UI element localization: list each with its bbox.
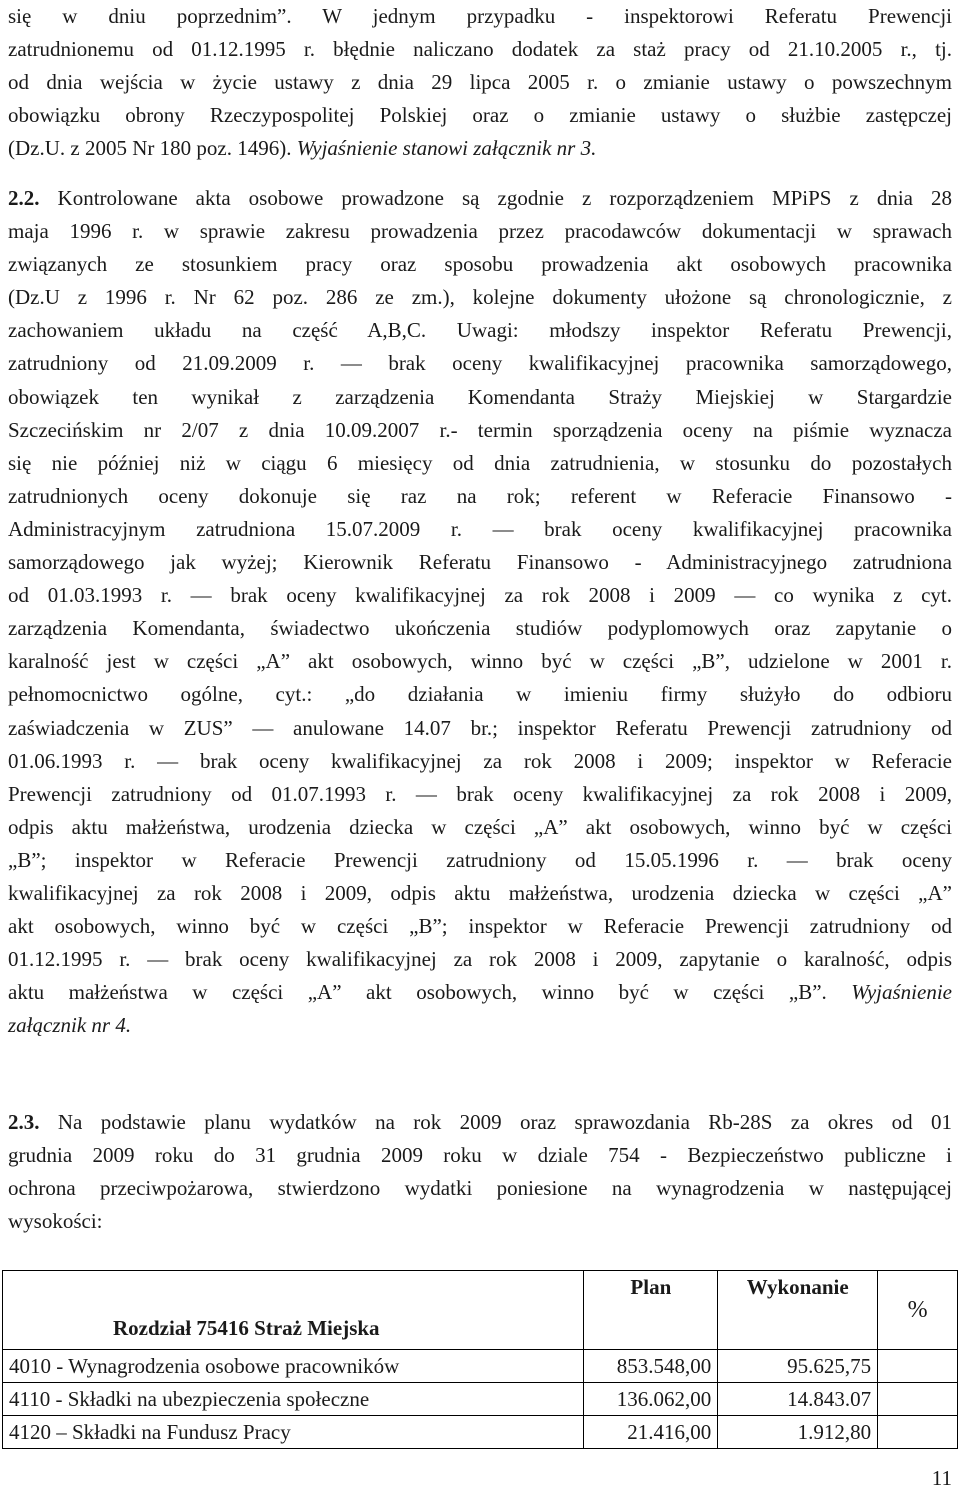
text-line: maja 1996 r. w sprawie zakresu prowadzenia przez pracodawców dokumentacji w sprawach — [8, 219, 952, 244]
text-line — [8, 1009, 952, 1042]
cell-execution: 95.625,75 — [718, 1350, 878, 1383]
text-line: od dnia wejścia w życie ustawy z dnia 29 lipca 2005 r. o zmianie ustawy o powszechnym — [8, 70, 952, 95]
cell-execution: 1.912,80 — [718, 1416, 878, 1449]
text-segment: aktu małżeństwa w części „A” akt osobowych, winno być w części „B”. — [8, 980, 827, 1005]
expenditure-table — [2, 1270, 958, 1449]
attachment-note: Wyjaśnienie stanowi załącznik nr 3. — [296, 136, 597, 161]
table-row — [3, 1416, 958, 1449]
section-heading-line — [8, 1106, 952, 1139]
text-line: się w dniu poprzednim”. W jednym przypadku - inspektorowi Referatu Prewencji — [8, 4, 952, 28]
text-line: zatrudnionych oceny dokonuje się raz na rok; referent w Referacie Finansowo - — [8, 483, 952, 508]
cell-name: 4110 - Składki na ubezpieczenia społeczne — [3, 1383, 584, 1416]
explanation-note: Wyjaśnienie — [851, 980, 952, 1005]
text-line: kwalifikacyjnej za rok 2008 i 2009, odpis aktu małżeństwa, urodzenia dziecka w części „A” — [8, 880, 952, 905]
text-line: (Dz.U z 1996 r. Nr 62 poz. 286 ze zm.), kolejne dokumenty ułożone są chronologicznie, z — [8, 285, 952, 310]
text-line: się nie później niż w ciągu 6 miesięcy od dnia zatrudnienia, w stosunku do pozostałych — [8, 450, 952, 475]
paragraph-continuation — [8, 0, 952, 165]
text-line — [8, 976, 952, 1009]
text-line: 01.06.1993 r. — brak oceny kwalifikacyjnej za rok 2008 i 2009; inspektor w Referacie — [8, 748, 952, 773]
text-line: odpis aktu małżeństwa, urodzenia dziecka w części „A” akt osobowych, winno być w części — [8, 814, 952, 839]
column-header-percent: % — [878, 1271, 958, 1350]
column-header-chapter: Rozdział 75416 Straż Miejska — [3, 1271, 584, 1350]
table-row — [3, 1383, 958, 1416]
page-number: 11 — [931, 1466, 952, 1490]
column-header-execution: Wykonanie — [718, 1271, 878, 1350]
cell-percent — [878, 1383, 958, 1416]
cell-percent — [878, 1416, 958, 1449]
cell-name: 4010 - Wynagrodzenia osobowe pracowników — [3, 1350, 584, 1383]
text-line: zarządzenia Komendanta, świadectwo ukończenia studiów podyplomowych oraz zapytanie o — [8, 616, 952, 641]
cell-execution: 14.843.07 — [718, 1383, 878, 1416]
text-line: obowiązku obrony Rzeczypospolitej Polskiej oraz o zmianie ustawy o służbie zastępczej — [8, 103, 952, 128]
cell-plan: 21.416,00 — [584, 1416, 718, 1449]
section-number: 2.3. — [8, 1110, 40, 1134]
text-line: „B”; inspektor w Referacie Prewencji zatrudniony od 15.05.1996 r. — brak oceny — [8, 847, 952, 872]
text-line: od 01.03.1993 r. — brak oceny kwalifikacyjnej za rok 2008 i 2009 — co wynika z cyt. — [8, 583, 952, 608]
table-row — [3, 1350, 958, 1383]
text-line — [8, 132, 952, 165]
citation-text: (Dz.U. z 2005 Nr 180 poz. 1496). — [8, 136, 292, 161]
text-line: ochrona przeciwpożarowa, stwierdzono wydatki poniesione na wynagrodzenia w następującej — [8, 1176, 952, 1201]
text-line: zaświadczenia w ZUS” — anulowane 14.07 br.; inspektor Referatu Prewencji zatrudniony od — [8, 715, 952, 740]
text-line: zatrudniony od 21.09.2009 r. — brak oceny kwalifikacyjnej pracownika samorządowego, — [8, 351, 952, 376]
text-line: pełnomocnictwo ogólne, cyt.: „do działania w imieniu firmy służyło do odbioru — [8, 682, 952, 707]
text-line: Szczecińskim nr 2/07 z dnia 10.09.2007 r.- termin sporządzenia oceny na piśmie wyznacza — [8, 417, 952, 442]
section-2-2 — [8, 182, 952, 1042]
text-line: 01.12.1995 r. — brak oceny kwalifikacyjnej za rok 2008 i 2009, zapytanie o karalność, odpis — [8, 947, 952, 972]
column-header-plan: Plan — [584, 1271, 718, 1350]
text-line: Prewencji zatrudniony od 01.07.1993 r. — brak oceny kwalifikacyjnej za rok 2008 i 2009, — [8, 781, 952, 806]
text-line: samorządowego jak wyżej; Kierownik Referatu Finansowo - Administracyjnego zatrudniona — [8, 550, 952, 575]
section-number: 2.2. — [8, 186, 40, 210]
section-heading-line — [8, 182, 952, 215]
text-line: zachowaniem układu na część A,B,C. Uwagi: młodszy inspektor Referatu Prewencji, — [8, 318, 952, 343]
section-lead-text: Kontrolowane akta osobowe prowadzone są zgodnie z rozporządzeniem MPiPS z dnia 28 — [57, 186, 953, 210]
section-2-3 — [8, 1106, 952, 1238]
cell-percent — [878, 1350, 958, 1383]
table-header-row — [3, 1271, 958, 1350]
section-lead-text: Na podstawie planu wydatków na rok 2009 oraz sprawozdania Rb-28S za okres od 01 — [57, 1110, 952, 1134]
text-line: akt osobowych, winno być w części „B”; inspektor w Referacie Prewencji zatrudniony od — [8, 914, 952, 939]
cell-name: 4120 – Składki na Fundusz Pracy — [3, 1416, 584, 1449]
cell-plan: 853.548,00 — [584, 1350, 718, 1383]
text-line: wysokości: — [8, 1209, 103, 1234]
attachment-note: załącznik nr 4. — [8, 1013, 132, 1038]
text-line: obowiązek ten wynikał z zarządzenia Komendanta Straży Miejskiej w Stargardzie — [8, 384, 952, 409]
text-line: karalność jest w części „A” akt osobowych, winno być w części „B”, udzielone w 2001 r. — [8, 649, 952, 674]
text-line: Administracyjnym zatrudniona 15.07.2009 r. — brak oceny kwalifikacyjnej pracownika — [8, 516, 952, 541]
cell-plan: 136.062,00 — [584, 1383, 718, 1416]
text-line: zatrudnionemu od 01.12.1995 r. błędnie naliczano dodatek za staż pracy od 21.10.2005 r., tj. — [8, 37, 952, 62]
text-line: grudnia 2009 roku do 31 grudnia 2009 roku w dziale 754 - Bezpieczeństwo publiczne i — [8, 1143, 952, 1168]
text-line: związanych ze stosunkiem pracy oraz sposobu prowadzenia akt osobowych pracownika — [8, 252, 952, 277]
